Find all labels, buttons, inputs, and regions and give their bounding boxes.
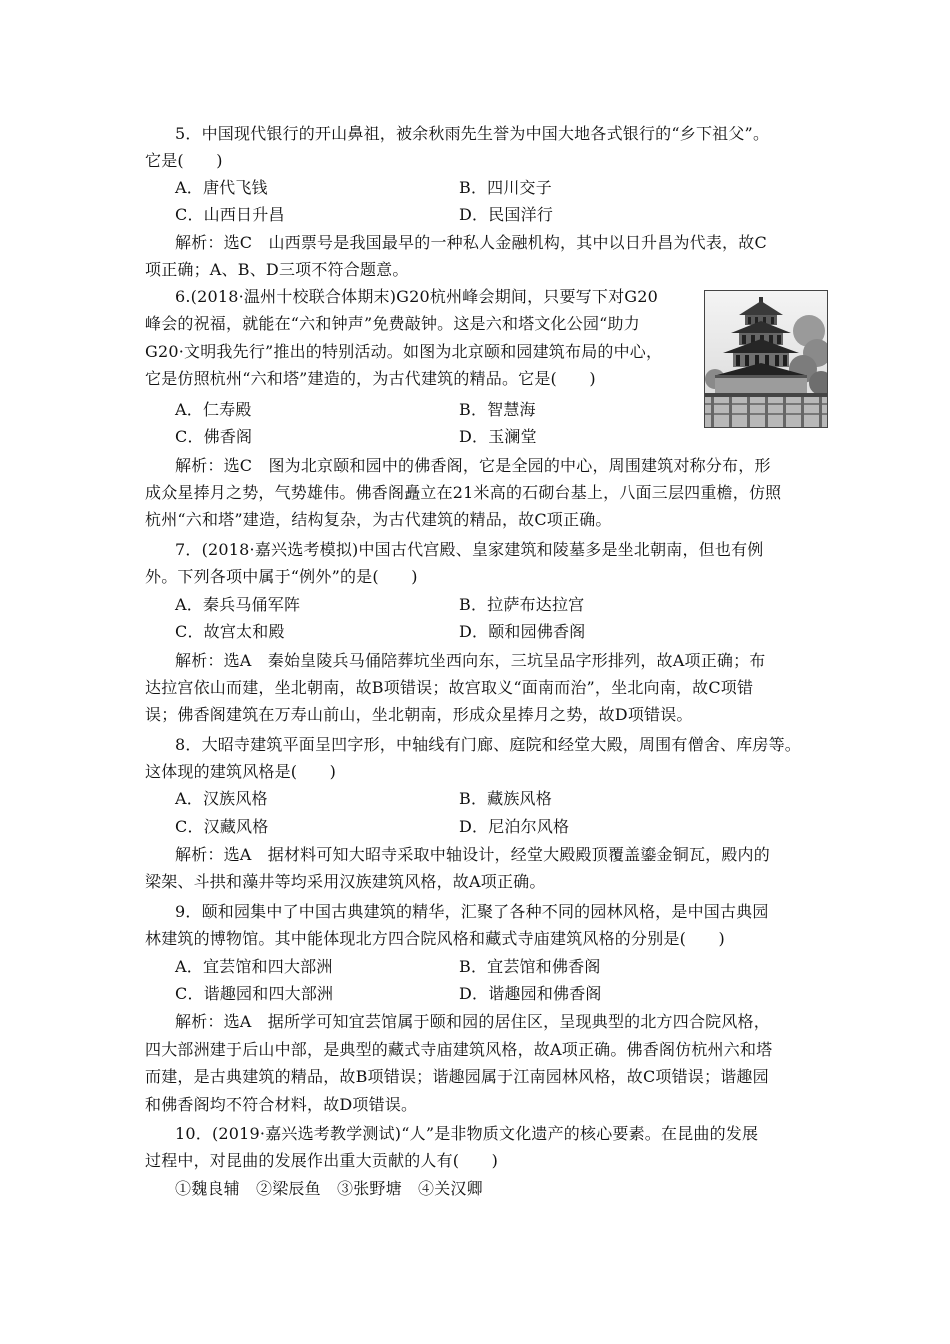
q9-stem-line2: 林建筑的博物馆。其中能体现北方四合院风格和藏式寺庙建筑风格的分别是( ) <box>145 929 725 948</box>
q8-explanation-line2: 梁架、斗拱和藻井等均采用汉族建筑风格，故A项正确。 <box>145 872 546 891</box>
pavilion-photo-icon <box>704 290 828 428</box>
q7-option-a: A．秦兵马俑军阵 <box>175 595 301 614</box>
q6-explanation-line3: 杭州“六和塔”建造，结构复杂，为古代建筑的精品，故C项正确。 <box>145 510 612 529</box>
q10-stem-line2: 过程中，对昆曲的发展作出重大贡献的人有( ) <box>145 1151 499 1170</box>
q5-option-b: B．四川交子 <box>459 178 552 197</box>
q7-stem-line1: 7．(2018·嘉兴选考模拟)中国古代宫殿、皇家建筑和陵墓多是坐北朝南，但也有例 <box>175 540 764 559</box>
q5-option-c: C．山西日升昌 <box>175 205 285 224</box>
q9-option-c: C．谐趣园和四大部洲 <box>175 984 334 1003</box>
q6-explanation-line2: 成众星捧月之势，气势雄伟。佛香阁矗立在21米高的石砌台基上，八面三层四重檐，仿照 <box>145 483 782 502</box>
q7-option-d: D．颐和园佛香阁 <box>459 622 586 641</box>
q6-stem-line1: 6.(2018·温州十校联合体期末)G20杭州峰会期间，只要写下对G20 <box>175 287 659 306</box>
q6-option-b: B．智慧海 <box>459 400 536 419</box>
q6-stem-line3: G20·文明我先行”推出的特别活动。如图为北京颐和园建筑布局的中心， <box>145 342 663 361</box>
q5-stem-line2: 它是( ) <box>145 151 223 170</box>
q8-stem-line2: 这体现的建筑风格是( ) <box>145 762 337 781</box>
q7-explanation-line1: 解析：选A 秦始皇陵兵马俑陪葬坑坐西向东，三坑呈品字形排列，故A项正确；布 <box>175 651 766 670</box>
q6-option-a: A．仁寿殿 <box>175 400 252 419</box>
q9-explanation-line4: 和佛香阁均不符合材料，故D项错误。 <box>145 1095 418 1114</box>
q5-stem-line1: 5．中国现代银行的开山鼻祖，被余秋雨先生誉为中国大地各式银行的“乡下祖父”。 <box>175 124 770 143</box>
q6-option-c: C．佛香阁 <box>175 427 253 446</box>
q6-stem-line4: 它是仿照杭州“六和塔”建造的，为古代建筑的精品。它是( ) <box>145 369 596 388</box>
q9-explanation-line3: 而建，是古典建筑的精品，故B项错误；谐趣园属于江南园林风格，故C项错误；谐趣园 <box>145 1067 769 1086</box>
q8-stem-line1: 8．大昭寺建筑平面呈凹字形，中轴线有门廊、庭院和经堂大殿，周围有僧舍、库房等。 <box>175 735 801 754</box>
q5-explanation-line2: 项正确；A、B、D三项不符合题意。 <box>145 260 409 279</box>
q6-explanation-line1: 解析：选C 图为北京颐和园中的佛香阁，它是全园的中心，周围建筑对称分布，形 <box>175 456 771 475</box>
q7-option-b: B．拉萨布达拉宫 <box>459 595 585 614</box>
foxiang-pavilion-illustration <box>705 291 827 427</box>
q9-stem-line1: 9．颐和园集中了中国古典建筑的精华，汇聚了各种不同的园林风格，是中国古典园 <box>175 902 769 921</box>
q5-explanation-line1: 解析：选C 山西票号是我国最早的一种私人金融机构，其中以日升昌为代表，故C <box>175 233 767 252</box>
q7-option-c: C．故宫太和殿 <box>175 622 285 641</box>
q7-explanation-line3: 误；佛香阁建筑在万寿山前山，坐北朝南，形成众星捧月之势，故D项错误。 <box>145 705 693 724</box>
q5-option-a: A．唐代飞钱 <box>175 178 268 197</box>
q8-option-a: A．汉族风格 <box>175 789 268 808</box>
q8-explanation-line1: 解析：选A 据材料可知大昭寺采取中轴设计，经堂大殿殿顶覆盖鎏金铜瓦，殿内的 <box>175 845 770 864</box>
q6-stem-line2: 峰会的祝福，就能在“六和钟声”免费敲钟。这是六和塔文化公园“助力 <box>145 314 640 333</box>
q10-stem-line1: 10．(2019·嘉兴选考教学测试)“人”是非物质文化遗产的核心要素。在昆曲的发展 <box>175 1124 759 1143</box>
q9-explanation-line1: 解析：选A 据所学可知宜芸馆属于颐和园的居住区，呈现典型的北方四合院风格， <box>175 1012 770 1031</box>
q9-option-a: A．宜芸馆和四大部洲 <box>175 957 333 976</box>
q10-items: ①魏良辅 ②梁辰鱼 ③张野塘 ④关汉卿 <box>175 1179 483 1198</box>
q8-option-b: B．藏族风格 <box>459 789 552 808</box>
q8-option-c: C．汉藏风格 <box>175 817 269 836</box>
q5-option-d: D．民国洋行 <box>459 205 554 224</box>
q6-option-d: D．玉澜堂 <box>459 427 537 446</box>
q9-option-d: D．谐趣园和佛香阁 <box>459 984 602 1003</box>
q7-explanation-line2: 达拉宫依山而建，坐北朝南，故B项错误；故宫取义“面南而治”，坐北向南，故C项错 <box>145 678 754 697</box>
q9-option-b: B．宜芸馆和佛香阁 <box>459 957 601 976</box>
q9-explanation-line2: 四大部洲建于后山中部，是典型的藏式寺庙建筑风格，故A项正确。佛香阁仿杭州六和塔 <box>145 1040 773 1059</box>
q7-stem-line2: 外。下列各项中属于“例外”的是( ) <box>145 567 418 586</box>
q8-option-d: D．尼泊尔风格 <box>459 817 570 836</box>
